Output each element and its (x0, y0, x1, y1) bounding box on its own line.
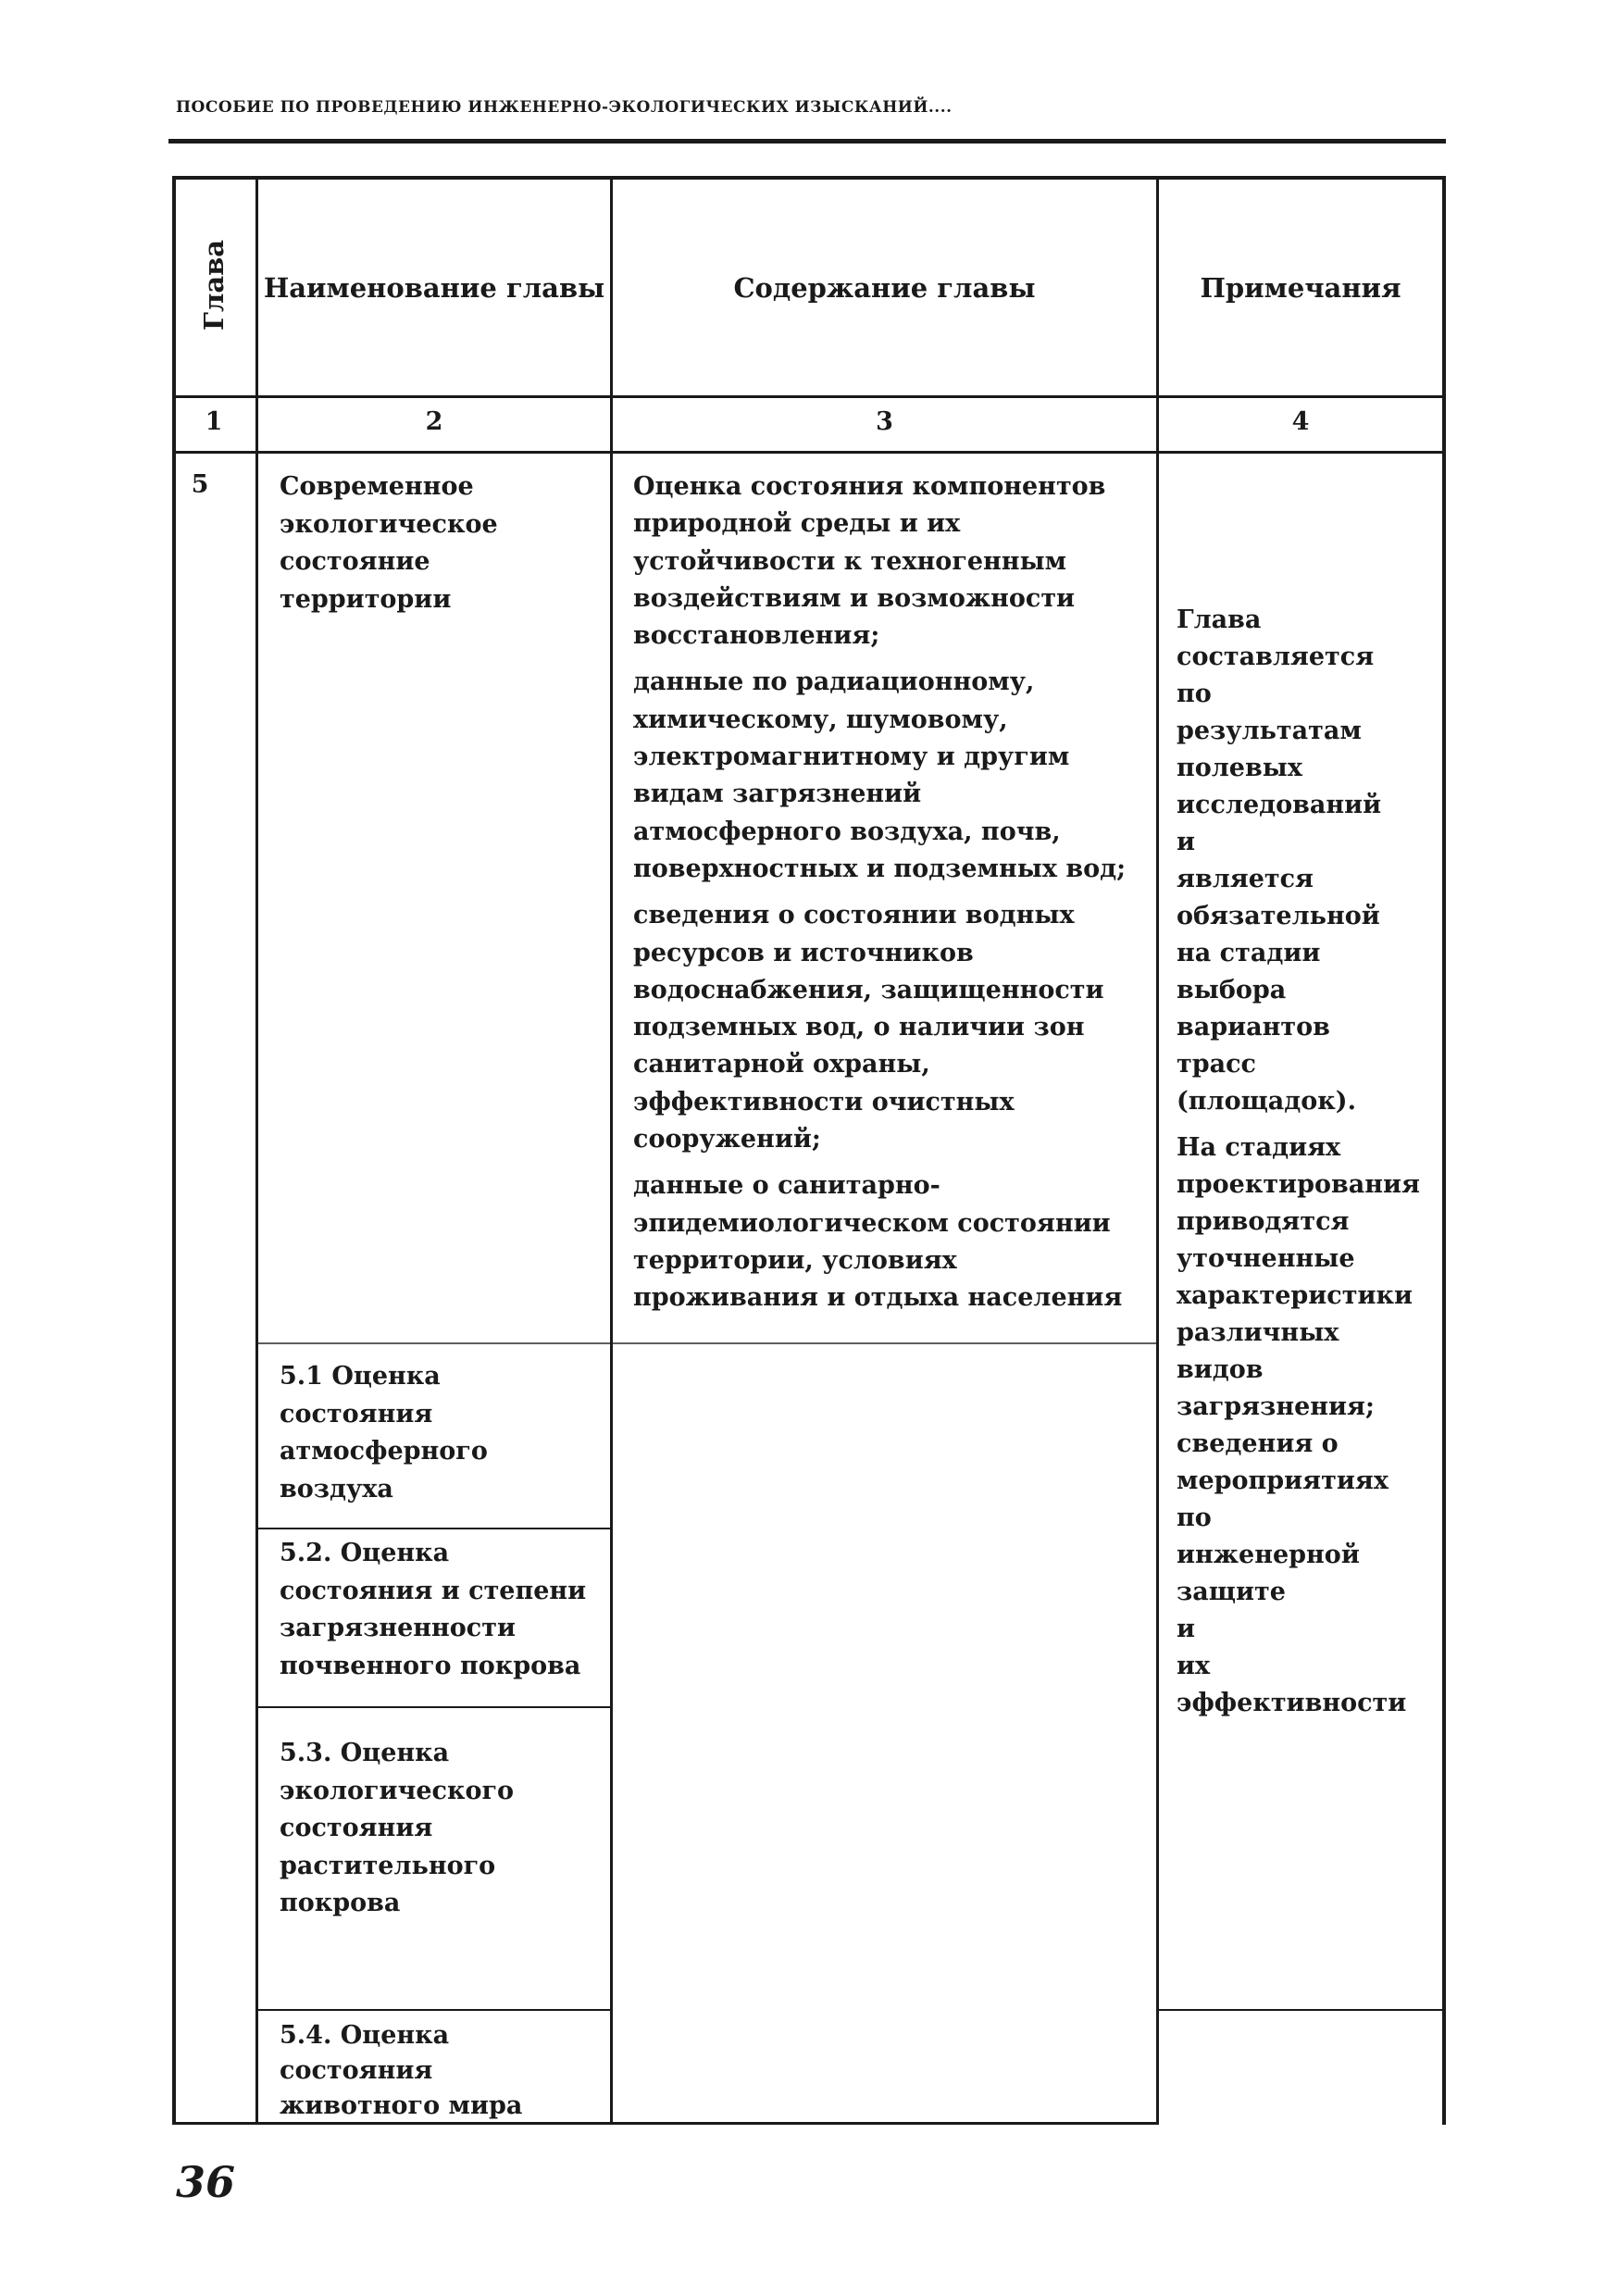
notes-line: защите и их (1177, 1578, 1286, 1680)
content-line: Оценка состояния компонентов (633, 472, 1106, 501)
col-divider-2 (610, 176, 613, 2125)
content-line: подземных вод, о наличии зон (633, 1013, 1085, 1042)
content-line: устойчивости к техногенным (633, 546, 1067, 576)
notes-line: по инженерной (1177, 1504, 1360, 1569)
chapter-content (633, 468, 1152, 1327)
content-line: данные по радиационному, (633, 668, 1035, 697)
page-number: 36 (176, 2157, 236, 2207)
notes-line: обязательной (1177, 902, 1380, 930)
notes-line: загрязнения; (1177, 1392, 1375, 1421)
notes-line: выбора (1177, 976, 1287, 1004)
chapter-title-line: Современное (280, 472, 474, 501)
subsection-line: 5.3. Оценка (280, 1739, 450, 1767)
notes-line: Глава (1177, 605, 1262, 634)
content-line: ресурсов и источников (633, 938, 974, 967)
column-number-1: 1 (205, 407, 223, 436)
notes-line: характеристики (1177, 1281, 1413, 1310)
notes-line: сведения о (1177, 1429, 1339, 1458)
content-paragraph (633, 1167, 1152, 1316)
subsection-line: животного мира (280, 2091, 523, 2120)
content-line: эпидемиологическом состоянии (633, 1208, 1111, 1238)
content-line: воздействиям и возможности (633, 583, 1076, 613)
subsection-5-4 (280, 2018, 604, 2124)
notes-paragraph (1177, 602, 1436, 1120)
header-chapter-content: Содержание главы (733, 272, 1036, 304)
subsection-line: состояния и степени (280, 1576, 587, 1605)
content-paragraph (633, 664, 1152, 888)
subsection-line: состояния (280, 1814, 433, 1842)
chapter-table (172, 176, 1446, 2125)
notes-line: эффективности (1177, 1689, 1407, 1717)
table-border-left (172, 176, 176, 2125)
subsection-line: загрязненности (280, 1614, 516, 1642)
notes-paragraph (1177, 1129, 1436, 1722)
subsection-line: почвенного покрова (280, 1651, 581, 1680)
subsection-line: атмосферного (280, 1437, 488, 1466)
content-line: санитарной охраны, (633, 1050, 930, 1079)
subsection-5-1 (280, 1358, 604, 1508)
content-line: данные о санитарно- (633, 1171, 940, 1201)
content-line: природной среды и их (633, 509, 961, 539)
header-rule (168, 139, 1446, 144)
column-number-4: 4 (1291, 407, 1310, 436)
chapter-notes (1177, 602, 1436, 1731)
chapter-title (280, 468, 604, 618)
table-border-right (1442, 176, 1446, 2125)
content-line: видам загрязнений (633, 780, 922, 809)
content-paragraph (633, 468, 1152, 655)
subsection-line: состояния (280, 2056, 433, 2085)
chapter-number: 5 (191, 470, 209, 499)
numbers-bottom-rule (172, 451, 1446, 454)
notes-line: исследований и (1177, 791, 1382, 856)
content-line: химическому, шумовому, (633, 705, 1008, 734)
subsection-line: 5.2. Оценка (280, 1539, 450, 1567)
notes-line: На стадиях (1177, 1133, 1341, 1162)
notes-line: полевых (1177, 754, 1302, 782)
subsection-line: состояния (280, 1399, 433, 1429)
notes-line: видов (1177, 1355, 1264, 1384)
notes-line: приводятся (1177, 1207, 1350, 1236)
notes-line: мероприятиях (1177, 1466, 1389, 1495)
content-line: сооружений; (633, 1125, 821, 1154)
content-paragraph (633, 897, 1152, 1158)
notes-line: составляется по (1177, 643, 1375, 708)
column-number-3: 3 (876, 407, 893, 436)
subsection-rule-2 (255, 1706, 610, 1708)
notes-line: проектирования (1177, 1170, 1420, 1199)
subsection-line: растительного (280, 1851, 496, 1880)
notes-line: уточненные (1177, 1244, 1355, 1273)
header-chapter-name: Наименование главы (263, 272, 605, 304)
notes-line: различных (1177, 1318, 1339, 1347)
notes-line: результатам (1177, 717, 1362, 745)
content-line: электромагнитному и другим (633, 742, 1070, 772)
notes-line: на стадии (1177, 939, 1321, 967)
chapter-title-line: состояние (280, 547, 430, 576)
subsection-line: 5.1 Оценка (280, 1362, 441, 1391)
content-line: восстановления; (633, 621, 880, 651)
col-divider-1 (255, 176, 258, 2125)
table-border-top (172, 176, 1446, 180)
header-notes: Примечания (1200, 272, 1401, 304)
section-split-rule (255, 1342, 1156, 1344)
subsection-line: экологического (280, 1776, 515, 1805)
subsection-rule-1 (255, 1528, 610, 1529)
notes-bottom-rule (1156, 2009, 1446, 2011)
subsection-5-3 (280, 1735, 604, 1923)
notes-line: (площадок). (1177, 1087, 1356, 1116)
header-chapter: Глава (198, 239, 230, 331)
chapter-title-line: территории (280, 584, 452, 614)
subsection-line: 5.4. Оценка (280, 2021, 450, 2050)
content-line: водоснабжения, защищенности (633, 975, 1104, 1004)
subsection-5-2 (280, 1535, 604, 1685)
subsection-line: покрова (280, 1889, 401, 1917)
notes-line: вариантов трасс (1177, 1013, 1330, 1079)
content-line: эффективности очистных (633, 1087, 1015, 1117)
chapter-title-line: экологическое (280, 509, 498, 539)
header-bottom-rule (172, 395, 1446, 398)
content-line: поверхностных и подземных вод; (633, 854, 1127, 883)
content-line: атмосферного воздуха, почв, (633, 817, 1061, 846)
subsection-rule-3 (255, 2009, 610, 2011)
subsection-line: воздуха (280, 1474, 393, 1504)
running-head: ПОСОБИЕ ПО ПРОВЕДЕНИЮ ИНЖЕНЕРНО-ЭКОЛОГИЧЕСКИХ ИЗЫСКАНИЙ.... (176, 98, 953, 117)
content-line: территории, условиях (633, 1245, 957, 1275)
content-line: сведения о состоянии водных (633, 901, 1075, 930)
column-number-2: 2 (425, 407, 443, 436)
notes-line: является (1177, 865, 1314, 893)
content-line: проживания и отдыха населения (633, 1283, 1123, 1313)
col-divider-3 (1156, 176, 1159, 2125)
